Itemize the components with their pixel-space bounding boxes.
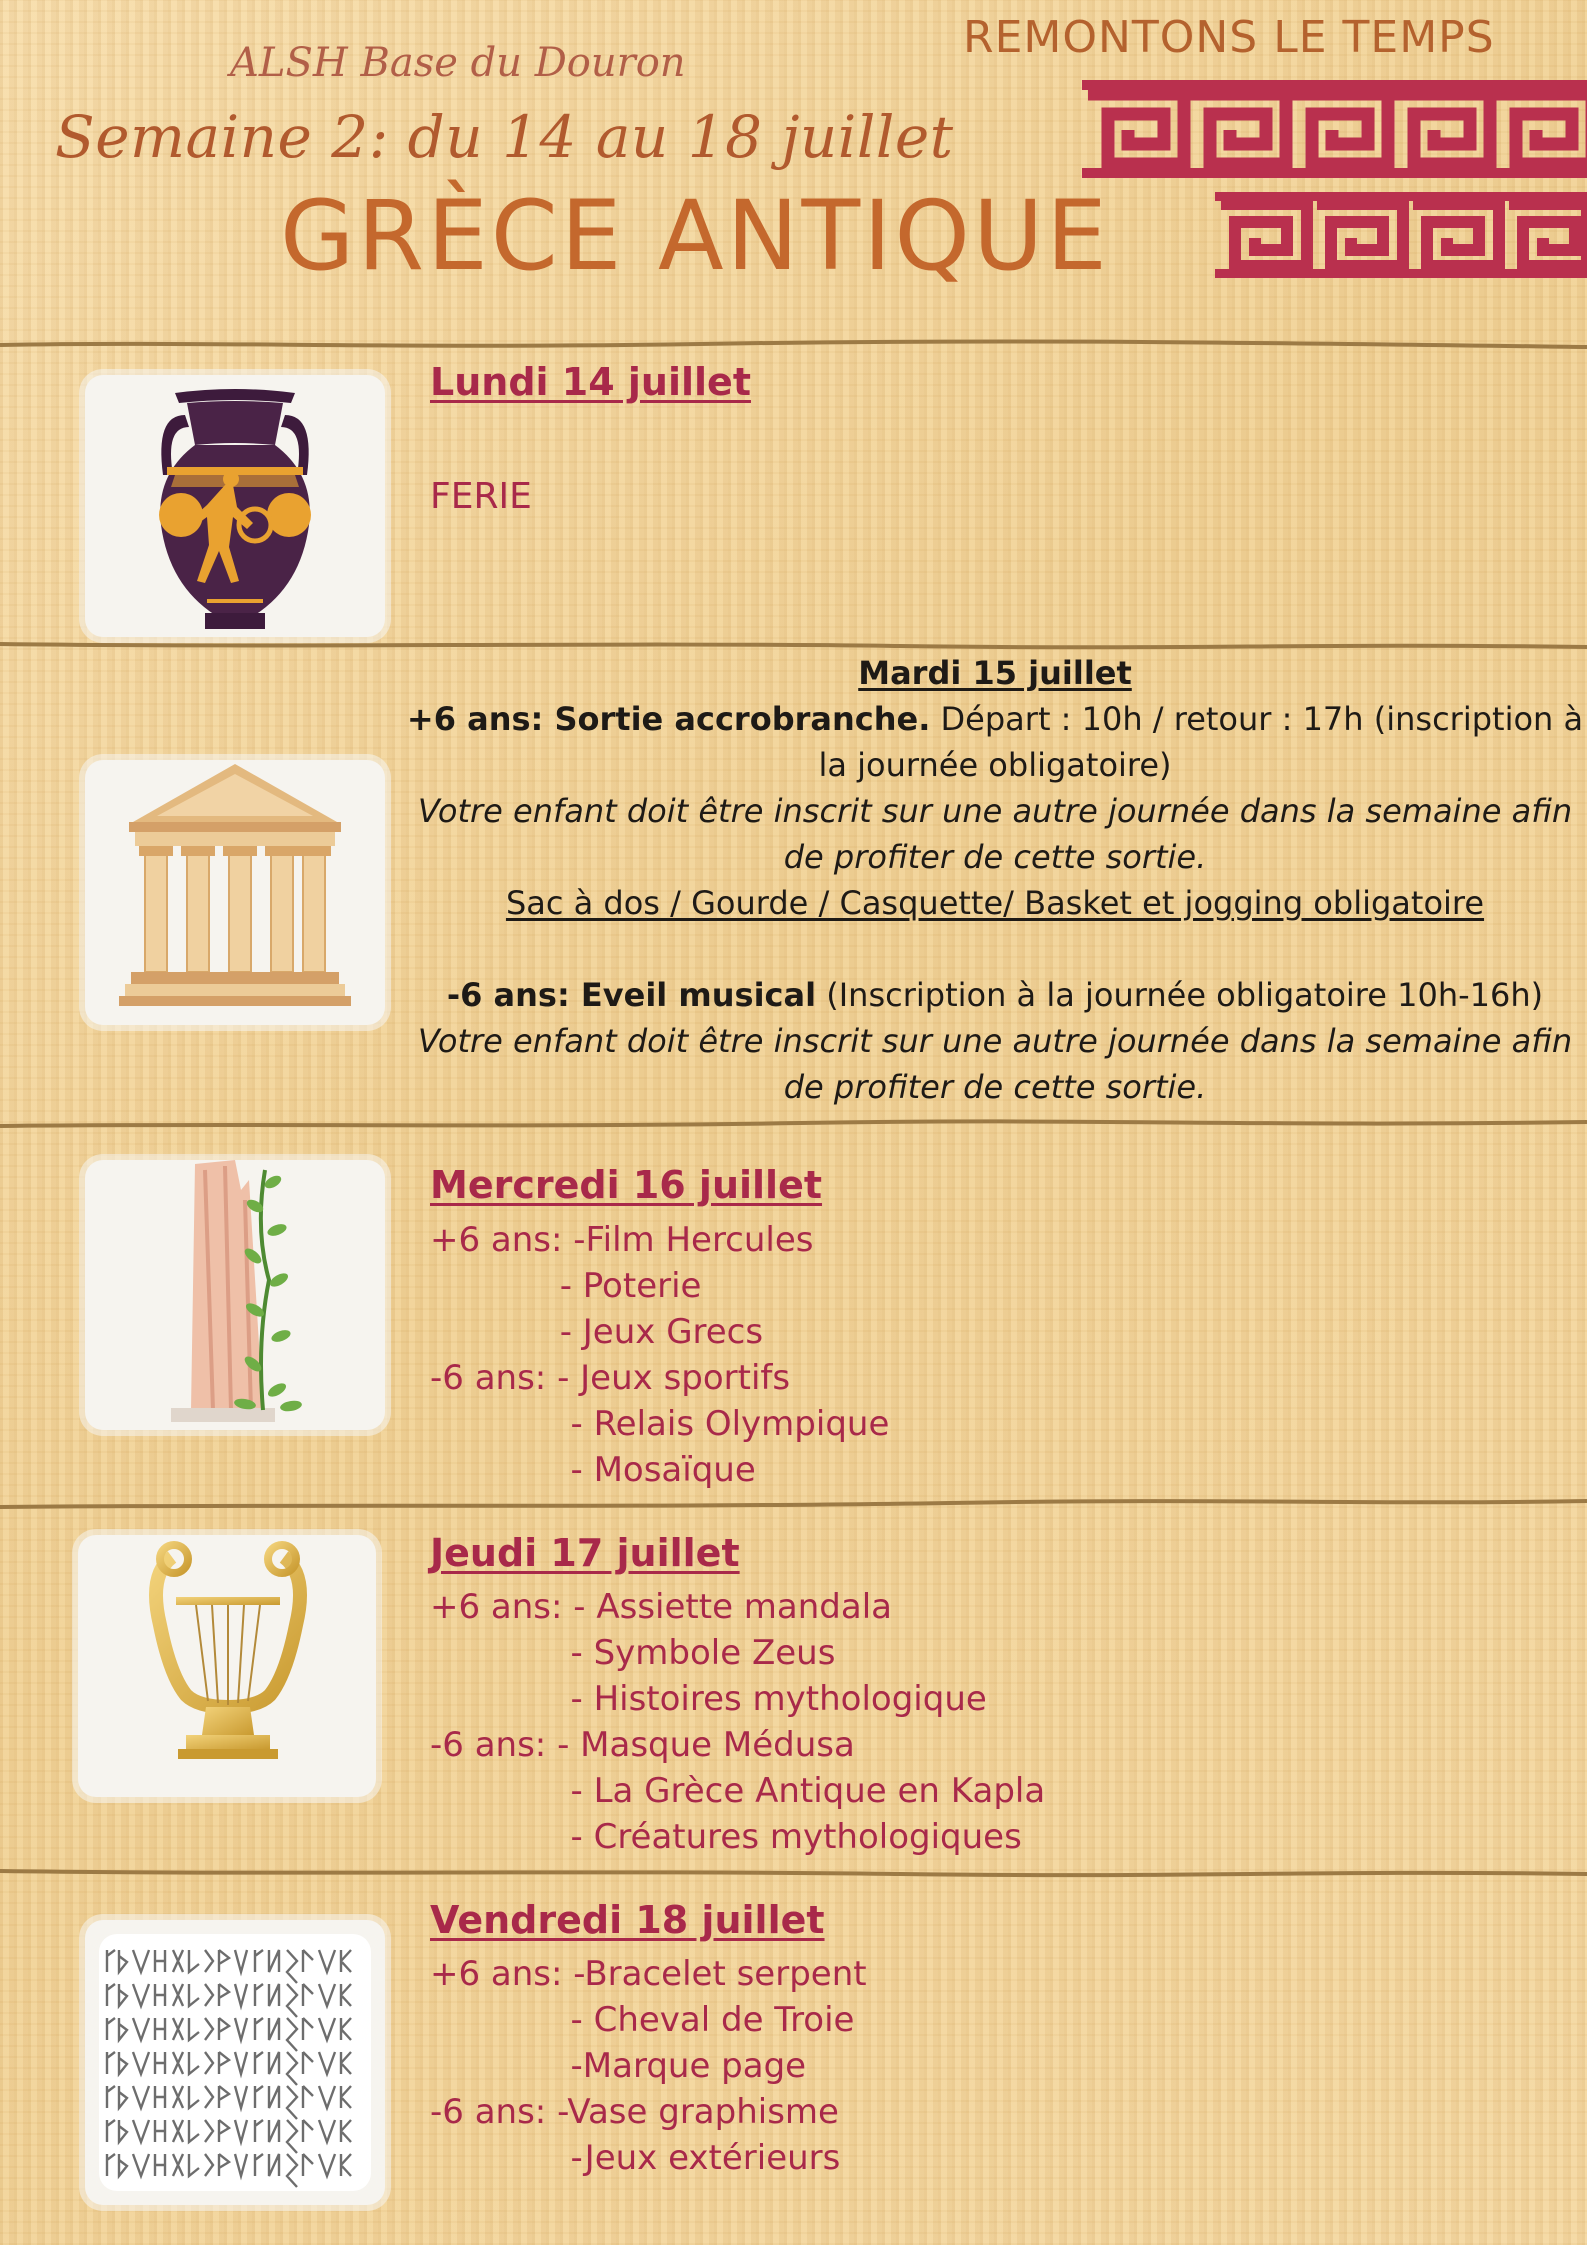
theme-title: GRÈCE ANTIQUE <box>280 180 1110 292</box>
divider <box>0 1498 1587 1512</box>
activity-line: -6 ans: - Jeux sportifs <box>430 1358 791 1398</box>
activity-line: - Poterie <box>430 1266 702 1306</box>
activity-line: -Jeux extérieurs <box>430 2138 841 2178</box>
mardi-line-4 <box>405 972 1585 1018</box>
mercredi-activities <box>430 1217 889 1493</box>
activity-line: -6 ans: -Vase graphisme <box>430 2092 839 2132</box>
mardi-line-1-rest: Départ : 10h / retour : 17h (inscription à la journée obligatoire) <box>818 700 1584 784</box>
vendredi-activities <box>430 1951 867 2181</box>
activity-line: - Créatures mythologiques <box>430 1817 1022 1857</box>
runes-card <box>85 1920 385 2205</box>
activity-line: -6 ans: - Masque Médusa <box>430 1725 855 1765</box>
mardi-line-1 <box>405 696 1585 788</box>
jeudi-activities <box>430 1584 1045 1860</box>
lyre-card <box>78 1535 376 1797</box>
greek-amphora-icon <box>85 375 385 637</box>
week-title: Semaine 2: du 14 au 18 juillet <box>55 103 954 171</box>
mardi-line-4-rest: (Inscription à la journée obligatoire 10h-16h) <box>816 976 1544 1014</box>
day-title-vendredi: Vendredi 18 juillet <box>430 1898 825 1942</box>
golden-lyre-icon <box>78 1535 376 1797</box>
day-title-lundi: Lundi 14 juillet <box>430 360 751 404</box>
mardi-line-5: Votre enfant doit être inscrit sur une autre journée dans la semaine afin de profiter de cette sortie. <box>417 1022 1573 1106</box>
center-name: ALSH Base du Douron <box>230 40 686 86</box>
amphora-card <box>85 375 385 637</box>
lundi-text: FERIE <box>430 476 532 517</box>
mardi-line-4-bold: -6 ans: Eveil musical <box>446 976 817 1014</box>
broken-column-ivy-icon <box>85 1160 385 1430</box>
activity-line: - Relais Olympique <box>430 1404 890 1444</box>
mardi-line-1-bold: +6 ans: Sortie accrobranche. <box>406 700 931 738</box>
divider <box>0 338 1587 352</box>
activity-line: - La Grèce Antique en Kapla <box>430 1771 1046 1811</box>
activity-line: -Marque page <box>430 2046 807 2086</box>
greek-key-border-top-icon <box>1082 80 1587 178</box>
activity-line: - Symbole Zeus <box>430 1633 836 1673</box>
greek-key-border-bottom-icon <box>1215 192 1587 278</box>
day-title-jeudi: Jeudi 17 juillet <box>430 1531 740 1575</box>
mardi-line-2: Votre enfant doit être inscrit sur une autre journée dans la semaine afin de profiter de cette sortie. <box>417 792 1573 876</box>
day-title-mardi: Mardi 15 juillet <box>858 654 1132 692</box>
day-title-mercredi: Mercredi 16 juillet <box>430 1163 823 1207</box>
activity-line: - Histoires mythologique <box>430 1679 987 1719</box>
greek-temple-icon <box>85 760 385 1025</box>
mardi-block <box>405 650 1585 1110</box>
activity-line: +6 ans: - Assiette mandala <box>430 1587 893 1627</box>
activity-line: - Jeux Grecs <box>430 1312 764 1352</box>
activity-line: +6 ans: -Film Hercules <box>430 1220 814 1260</box>
mardi-line-3: Sac à dos / Gourde / Casquette/ Basket et jogging obligatoire <box>505 884 1485 922</box>
divider <box>0 1118 1587 1132</box>
activity-line: - Mosaïque <box>430 1450 756 1490</box>
ancient-runes-tablet-icon <box>85 1920 385 2205</box>
tagline: REMONTONS LE TEMPS <box>963 12 1495 63</box>
column-card <box>85 1160 385 1430</box>
activity-line: - Cheval de Troie <box>430 2000 855 2040</box>
mardi-spacer <box>405 926 1585 972</box>
activity-line: +6 ans: -Bracelet serpent <box>430 1954 867 1994</box>
temple-card <box>85 760 385 1025</box>
divider <box>0 1866 1587 1880</box>
